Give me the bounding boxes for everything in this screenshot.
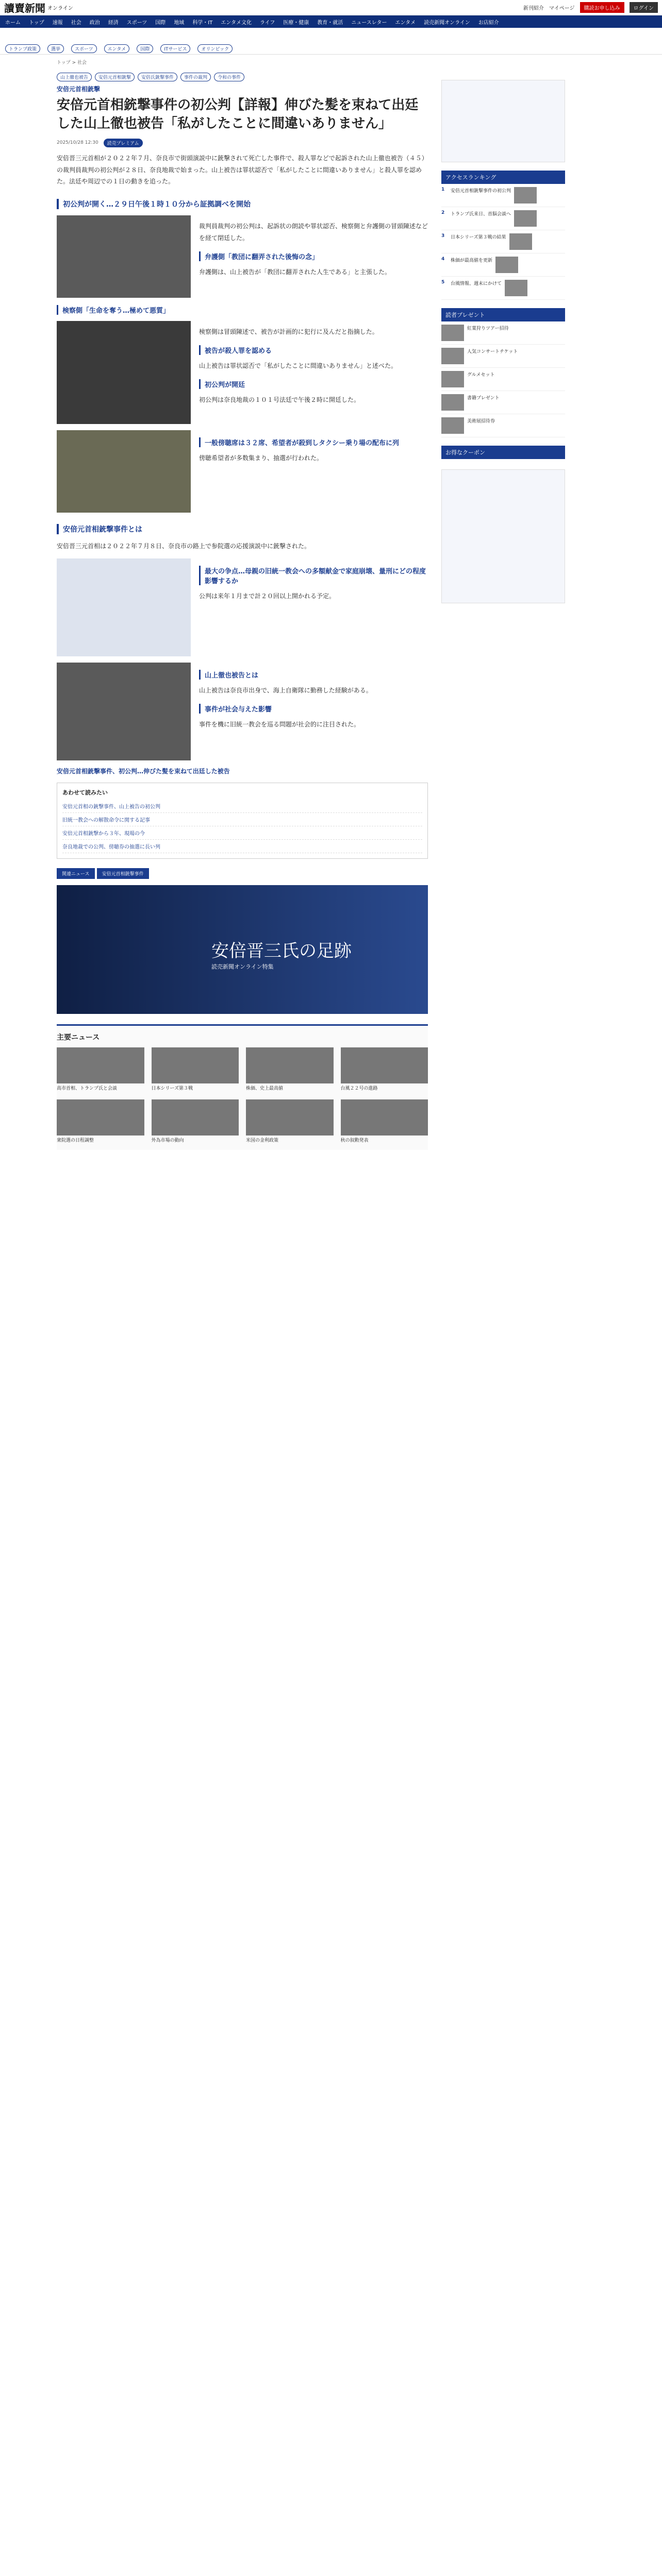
topic-tag[interactable]: 山上徹也被告 [57,73,92,81]
login-button[interactable]: ログイン [630,2,658,13]
related-link[interactable]: 安倍元首相銃撃から３年、現場の今 [62,826,422,840]
news-thumb [246,1047,334,1083]
main-news [57,1024,428,1150]
news-card[interactable] [341,1099,428,1144]
news-card[interactable] [152,1047,239,1092]
start-text: 初公判は奈良地裁の１０１号法廷で午後２時に開廷した。 [199,396,360,403]
who-head: 山上徹也被告とは [199,670,428,680]
present-thumb [441,394,464,411]
news-card[interactable] [152,1099,239,1144]
tag-bar [57,70,428,84]
header-link-2[interactable]: マイページ [549,6,575,11]
ranking-item[interactable] [441,207,565,230]
nav-item[interactable]: エンタメ文化 [221,20,252,26]
subnav-item[interactable]: ITサービス [160,44,190,53]
breadcrumb: トップ > 社会 [57,60,87,65]
nav-item[interactable]: スポーツ [126,20,147,26]
side-ad[interactable] [441,80,565,162]
prosecution-text: 検察側は冒頭陳述で、被告が計画的に犯行に及んだと指摘した。 [199,328,378,336]
banner-title: 安倍晋三氏の足跡 [211,940,352,961]
subnav-item[interactable]: トランプ政策 [5,44,40,53]
rank-number: 4 [441,257,445,262]
news-card[interactable] [341,1047,428,1092]
ranking-head: アクセスランキング [441,171,565,184]
topic-tag[interactable]: 事件の裁判 [180,73,211,81]
nav-item[interactable]: 国際 [155,20,166,26]
present-thumb [441,371,464,387]
related-link[interactable]: 奈良地裁での公判、傍聴券の抽選に長い列 [62,840,422,853]
seats-text: 傍聴希望者が多数集まり、抽選が行われた。 [199,454,323,462]
p2: 安倍晋三元首相は２０２２年７月８日、奈良市の路上で参院選の応援演説中に銃撃された。 [57,543,311,550]
ranking-item[interactable] [441,253,565,277]
subnav-item[interactable]: エンタメ [104,44,130,53]
nav-item[interactable]: 社会 [71,20,81,26]
defense-head: 弁護側「教団に翻弄された後悔の念」 [199,251,428,261]
present-item[interactable] [441,391,565,414]
present-item[interactable] [441,321,565,345]
subscribe-button[interactable]: 購読お申し込み [580,2,624,13]
ranking-item[interactable] [441,277,565,300]
section-2: 安倍元首相銃撃事件とは [57,524,428,534]
news-title: 台風２２号の進路 [340,1086,378,1091]
present-head: 読者プレゼント [441,308,565,321]
article [57,70,428,1150]
queue-photo [57,430,191,513]
present-title: 紅葉狩りツアー招待 [467,326,509,331]
nav-item[interactable]: 科学・IT [192,20,213,26]
nav-item[interactable]: 教育・就活 [317,20,343,26]
topic-tag[interactable]: 安倍氏銃撃事件 [138,73,177,81]
premium-badge: 読売プレミアム [104,139,143,147]
subnav-item[interactable]: オリンピック [197,44,233,53]
ranking-title: 安倍元首相銃撃事件の初公判 [451,189,511,194]
present-item[interactable] [441,368,565,391]
news-title: 秋の叙勲発表 [340,1138,369,1143]
nav-item[interactable]: エンタメ [395,20,416,26]
victim-head: 最大の争点…母親の旧統一教会への多額献金で家庭崩壊、量刑にどの程度影響するか [199,566,428,585]
chart-image [57,558,191,656]
ranking-thumb [514,210,537,227]
sign-text: 山上被告は罪状認否で「私がしたことに間違いありません」と述べた。 [199,362,398,369]
ranking-thumb [514,187,537,204]
site-logo[interactable]: 讀賣新聞 オンライン [4,2,73,14]
ranking-title: トランプ氏来日、首脳会談へ [451,212,511,217]
news-title: 高市首相、トランプ氏と会談 [57,1086,118,1091]
ranking-thumb [495,257,518,273]
ranking-thumb [509,233,532,250]
seats-head: 一般傍聴席は３２席、希望者が殺到しタクシー乗り場の配布に列 [199,437,428,447]
article-date: 2025/10/28 12:30 [57,140,98,146]
ranking-item[interactable] [441,230,565,253]
coupon-head: お得なクーポン [441,446,565,459]
victim-text: 公判は来年１月まで計２０回以上開かれる予定。 [199,592,336,600]
who-text: 山上被告は奈良市出身で、海上自衛隊に勤務した経験がある。 [199,686,372,694]
nav-item[interactable]: 政治 [89,20,100,26]
article-title: 安倍元首相銃撃事件の初公判【詳報】伸びた髪を束ねて出廷した山上徹也被告「私がしたことに間違いありません」 [57,97,419,131]
rank-number: 5 [441,280,445,285]
present-title: グルメセット [467,372,495,378]
nav-item[interactable]: 地域 [174,20,185,26]
news-title: 株価、史上最高値 [246,1086,284,1091]
news-thumb [152,1099,239,1136]
present-thumb [441,325,464,341]
news-thumb [341,1099,428,1136]
section-label: 安倍元首相銃撃 [57,86,101,93]
present-title: 人気コンサートチケット [467,349,518,354]
sign-head: 被告が殺人罪を認める [199,345,428,355]
news-title: 米国の金利政策 [246,1138,279,1143]
news-thumb [341,1047,428,1083]
prosecution-head: 検察側「生命を奪う…極めて悪質」 [57,305,428,315]
news-thumb [57,1047,144,1083]
defense-text: 弁護側は、山上被告が「教団に翻弄された人生である」と主張した。 [199,268,391,276]
present-thumb [441,417,464,434]
news-thumb [152,1047,239,1083]
suspect-photo [57,663,191,760]
section-1: 初公判が開く…２９日午後１時１０分から証拠調べを開始 [57,199,428,209]
subnav-item[interactable]: 国際 [137,44,153,53]
nav-item[interactable]: ニュースレター [351,20,387,26]
feature-banner[interactable] [57,885,428,1014]
news-card[interactable] [246,1047,334,1092]
rank-number: 3 [441,233,445,239]
news-title: 外為市場の動向 [151,1138,184,1143]
topic-tag[interactable]: 安倍元首相銃撃 [95,73,135,81]
nav-item[interactable]: トップ [29,20,44,26]
related-box [57,783,428,859]
news-card[interactable] [246,1099,334,1144]
subnav-item[interactable]: 選挙 [47,44,64,53]
present-title: 美術展招待券 [467,419,495,424]
main-nav [0,15,662,28]
pill-link[interactable]: 関連ニュース [57,868,95,879]
ranking-title: 株価が最高値を更新 [451,258,493,263]
coupon-ad[interactable] [441,469,565,603]
header-link-1[interactable]: 新刊紹介 [523,6,544,11]
news-photo [57,321,191,424]
top-bar [0,0,662,15]
present-item[interactable] [441,414,565,437]
news-thumb [246,1099,334,1136]
ranking-item[interactable] [441,184,565,207]
ranking-title: 台風情報、週末にかけて [451,281,502,286]
news-title: 衆院選の日程調整 [57,1138,94,1143]
nav-item[interactable]: お店紹介 [478,20,499,26]
after-text: 事件を機に旧統一教会を巡る問題が社会的に注目された。 [199,720,360,728]
present-thumb [441,348,464,364]
nav-item[interactable]: 速報 [52,20,63,26]
start-head: 初公判が開廷 [199,379,428,389]
present-title: 書籍プレゼント [467,396,500,401]
sidebar [441,70,565,1150]
rank-number: 2 [441,210,445,215]
ranking-thumb [505,280,527,296]
nav-item[interactable]: ライフ [259,20,275,26]
nav-item[interactable]: 医療・健康 [283,20,309,26]
news-thumb [57,1099,144,1136]
related-head: あわせて読みたい [62,789,108,796]
more-link[interactable]: 安倍元首相銃撃事件、初公判…伸びた髪を束ねて出廷した被告 [57,767,230,775]
nav-item[interactable]: ホーム [5,20,21,26]
news-card[interactable] [57,1099,144,1144]
sub-nav [0,43,662,55]
subnav-item[interactable]: スポーツ [71,44,97,53]
nav-item[interactable]: 経済 [108,20,119,26]
lead: 安倍晋三元首相が２０２２年７月、奈良市で街頭演説中に銃撃されて死亡した事件で、殺人罪などで起訴された山上徹也被告（４５）の裁判員裁判の初公判が２８日、奈良地裁で始まった。山上被告は罪状認否で「私がしたことに間違いありません」と殺人罪を認めた。法廷や周辺での１日の動きを追った。 [57,154,428,185]
banner-sub: 読売新聞オンライン特集 [211,963,274,970]
pill-link[interactable]: 安倍元首相銃撃事件 [97,868,149,879]
news-title: 日本シリーズ第３戦 [151,1086,193,1091]
court-photo [57,215,191,298]
nav-item[interactable]: 読売新聞オンライン [424,20,470,26]
main-news-head: 主要ニュース [57,1033,100,1042]
ranking-title: 日本シリーズ第３戦の結果 [451,235,506,240]
rank-number: 1 [441,187,445,192]
p1: 裁判員裁判の初公判は、起訴状の朗読や罪状認否、検察側と弁護側の冒頭陳述などを経て閉廷した。 [199,223,428,242]
related-link[interactable]: 安倍元首相の銃撃事件、山上被告の初公判 [62,800,422,813]
present-item[interactable] [441,345,565,368]
related-link[interactable]: 旧統一教会への解散命令に関する記事 [62,813,422,826]
news-card[interactable] [57,1047,144,1092]
after-head: 事件が社会与えた影響 [199,704,428,714]
topic-tag[interactable]: 令和の事件 [214,73,244,81]
